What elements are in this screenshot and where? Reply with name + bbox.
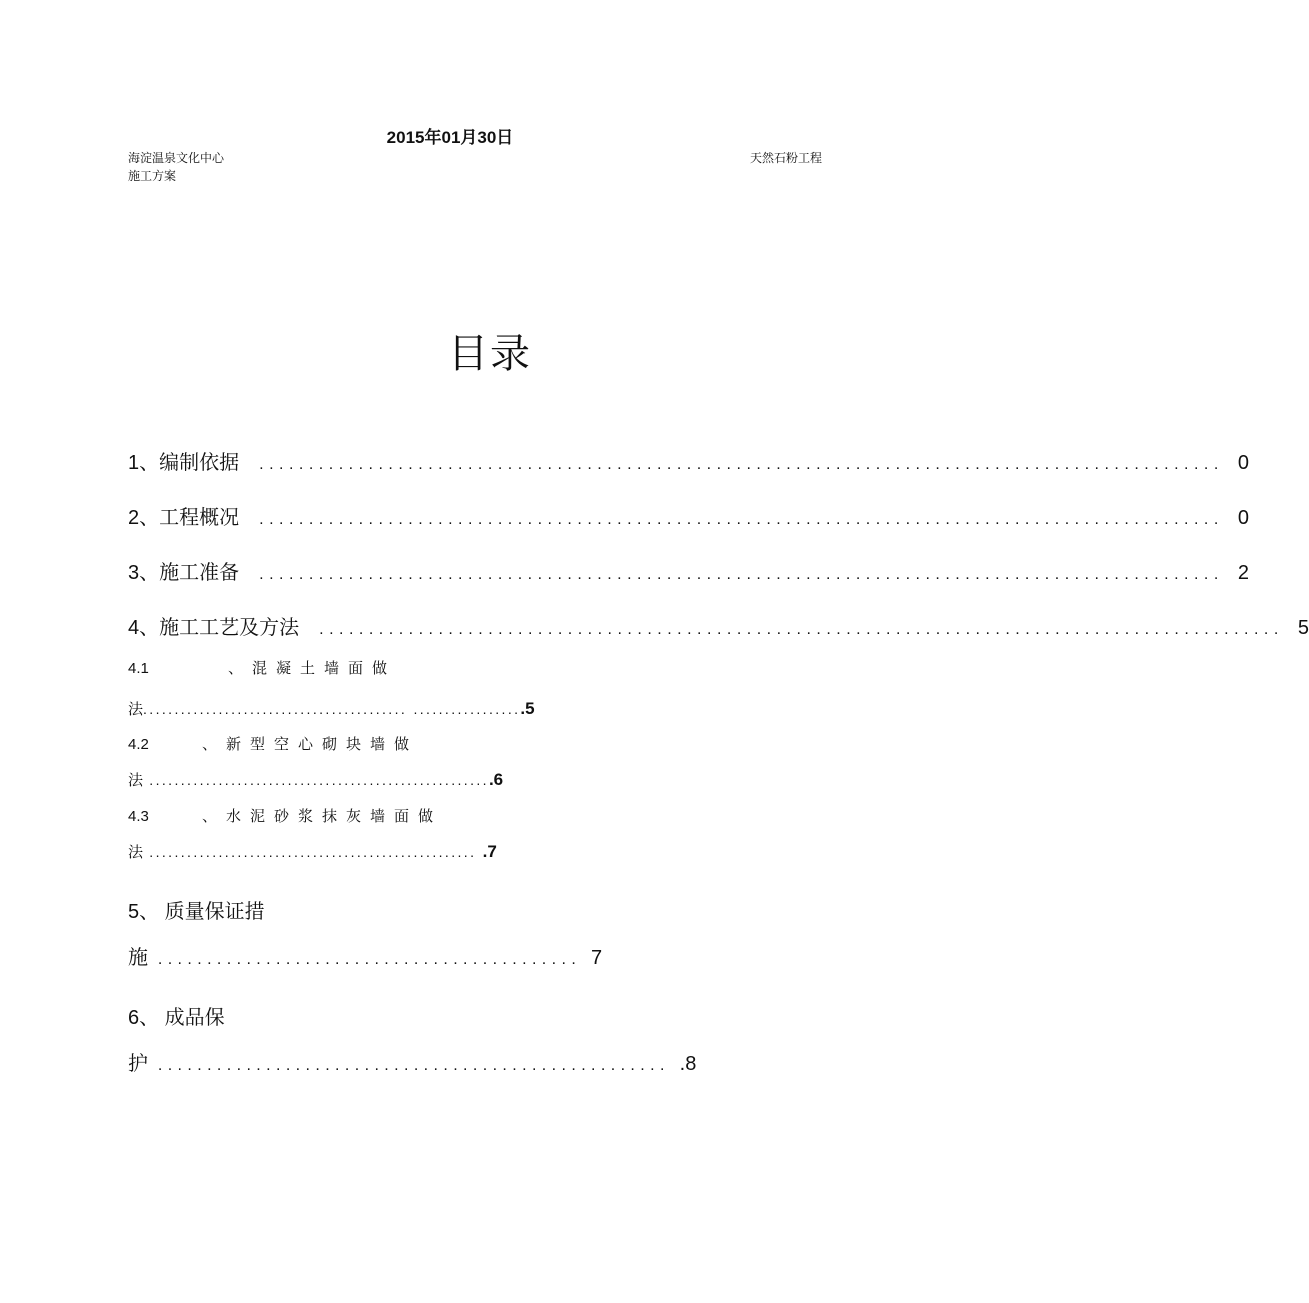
toc-subentry-page: .6 bbox=[488, 770, 504, 789]
toc-entry-label: 5、 质量保证措 bbox=[128, 901, 265, 923]
toc-entry-continuation[interactable] bbox=[128, 1047, 696, 1076]
document-date: 2015年01月30日 bbox=[386, 128, 514, 147]
toc-subentry-continuation[interactable] bbox=[128, 841, 497, 862]
toc-entry[interactable] bbox=[128, 611, 1309, 640]
toc-entry-continuation[interactable] bbox=[128, 941, 602, 970]
toc-entry[interactable] bbox=[128, 895, 265, 924]
dot-leader: ................................................................................................. bbox=[259, 456, 1224, 473]
toc-subentry-label: 、混凝土墙面做 bbox=[228, 660, 397, 677]
toc-subentry-number: 4.2 bbox=[128, 736, 149, 753]
toc-subentry-cont: 法 bbox=[128, 701, 144, 718]
toc-entry-label: 4、施工工艺及方法 bbox=[128, 617, 300, 639]
work-name: 天然石粉工程 bbox=[749, 151, 822, 165]
toc-entry-page: 7 bbox=[591, 947, 603, 969]
toc-subentry[interactable] bbox=[128, 733, 418, 754]
toc-entry[interactable] bbox=[128, 1001, 225, 1030]
document-type: 施工方案 bbox=[128, 169, 177, 183]
toc-entry-label: 6、 成品保 bbox=[128, 1007, 225, 1029]
toc-entry-page: 2 bbox=[1237, 562, 1249, 584]
toc-entry[interactable] bbox=[128, 446, 1249, 475]
toc-entry-page: 5 bbox=[1297, 617, 1309, 639]
toc-subentry[interactable] bbox=[128, 657, 396, 678]
toc-subentry-continuation[interactable] bbox=[128, 698, 535, 719]
toc-subentry-page: .5 bbox=[520, 699, 535, 718]
toc-entry-page: .8 bbox=[679, 1053, 697, 1075]
toc-subentry[interactable] bbox=[128, 805, 442, 826]
toc-entry-label: 3、施工准备 bbox=[128, 562, 240, 584]
dot-leader: .......................................... ................. bbox=[143, 701, 521, 717]
toc-subentry-cont: 法 bbox=[128, 844, 144, 861]
dot-leader: ........................................... bbox=[148, 951, 592, 968]
toc-entry-label: 2、工程概况 bbox=[128, 507, 240, 529]
toc-subentry-cont: 法 bbox=[128, 772, 144, 789]
dot-leader: .................................................... bbox=[143, 844, 483, 860]
toc-title: 目录 bbox=[448, 332, 532, 376]
toc-entry-page: 0 bbox=[1237, 507, 1249, 529]
toc-entry-page: 0 bbox=[1237, 452, 1249, 474]
dot-leader: ................................................................................................. bbox=[259, 566, 1224, 583]
toc-subentry-number: 4.3 bbox=[128, 808, 149, 825]
toc-entry-cont: 护 bbox=[128, 1053, 148, 1075]
toc-subentry-continuation[interactable] bbox=[128, 769, 503, 790]
toc-entry[interactable] bbox=[128, 556, 1249, 585]
toc-subentry-label: 、新型空心砌块墙做 bbox=[202, 736, 419, 753]
project-name: 海淀温泉文化中心 bbox=[128, 151, 225, 165]
dot-leader: ................................................................................................. bbox=[319, 621, 1284, 638]
dot-leader: ...................................................... bbox=[143, 772, 489, 788]
toc-subentry-label: 、水泥砂浆抹灰墙面做 bbox=[202, 808, 443, 825]
toc-entry-label: 1、编制依据 bbox=[128, 452, 240, 474]
toc-subentry-number: 4.1 bbox=[128, 660, 149, 677]
toc-subentry-page: .7 bbox=[482, 842, 497, 861]
dot-leader: .................................................... bbox=[148, 1057, 680, 1074]
toc-entry[interactable] bbox=[128, 501, 1249, 530]
toc-entry-cont: 施 bbox=[128, 947, 148, 969]
dot-leader: ................................................................................................. bbox=[259, 511, 1224, 528]
